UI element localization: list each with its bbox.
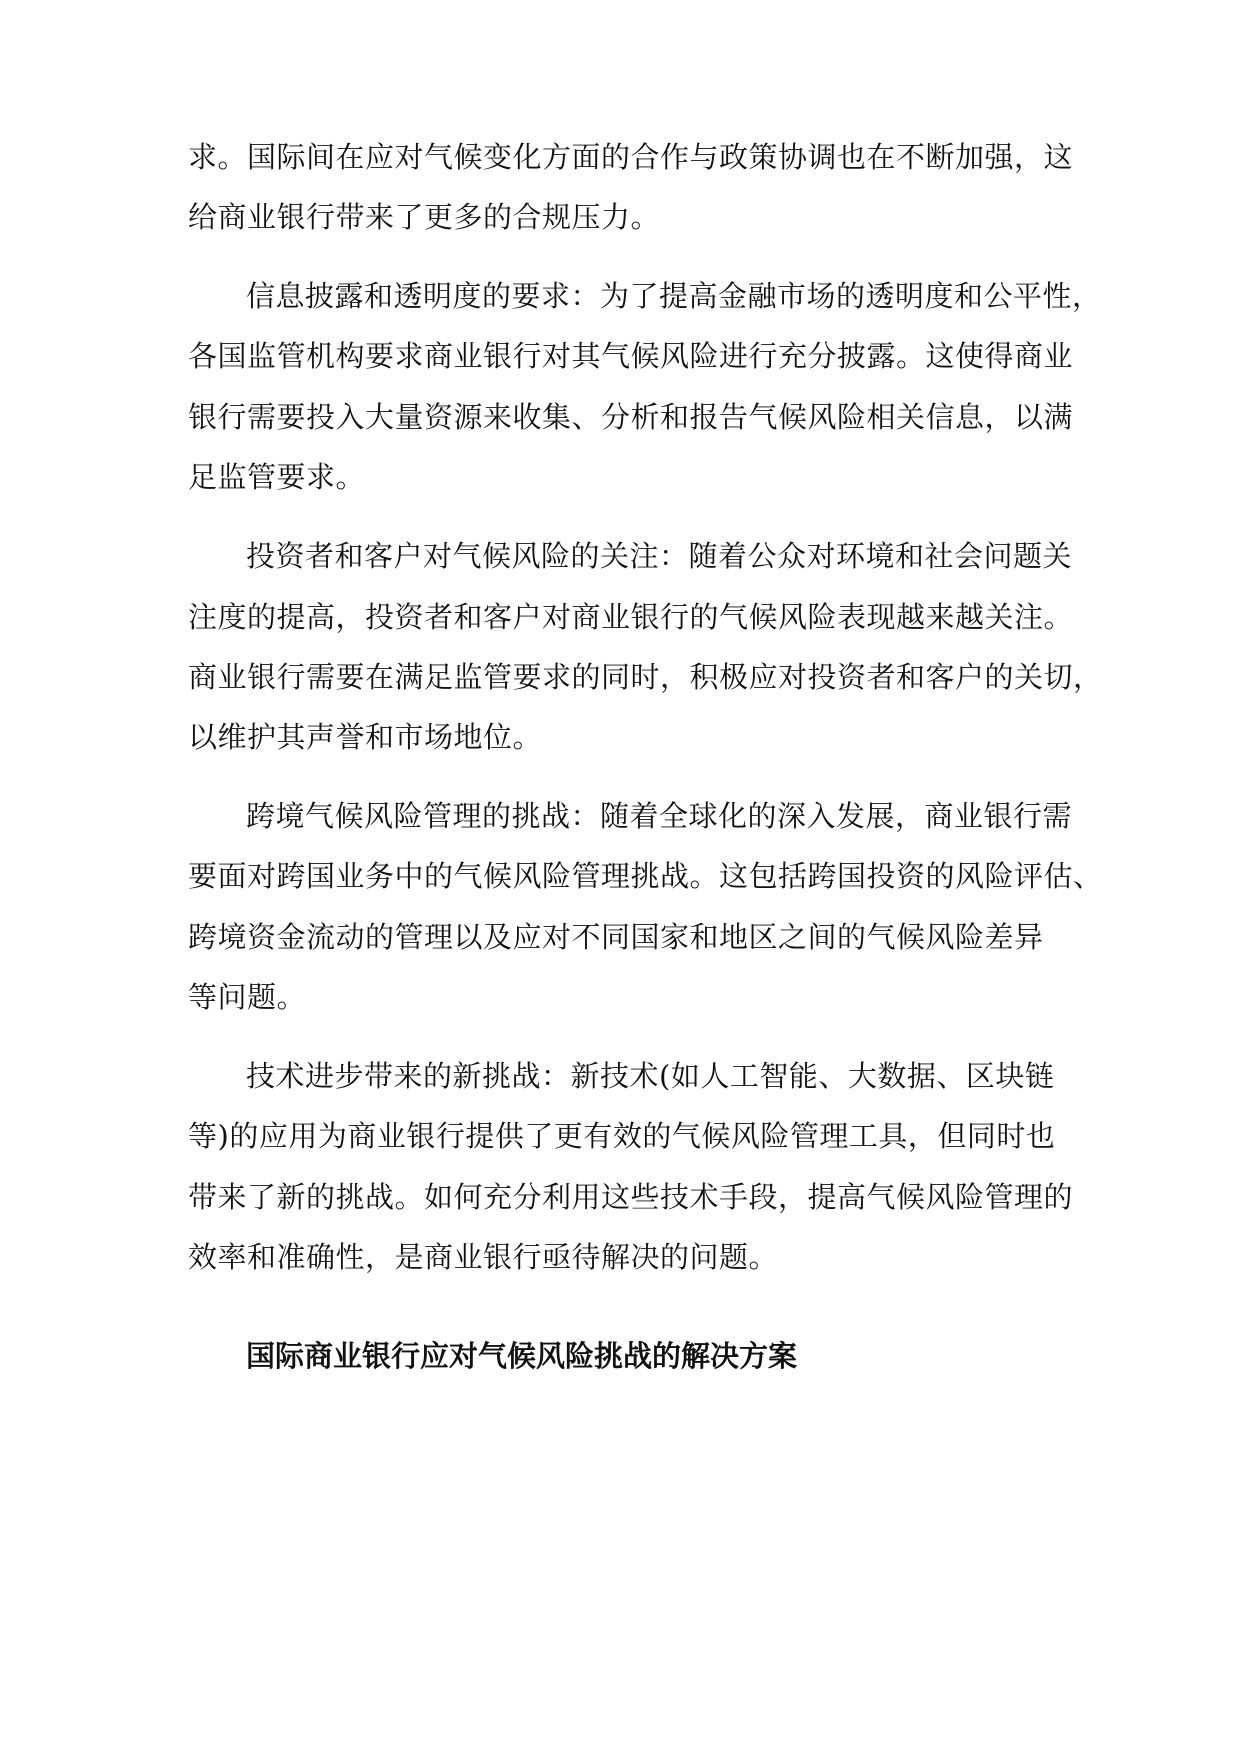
paragraph-5-line-2: 等)的应用为商业银行提供了更有效的气候风险管理工具，但同时也 bbox=[188, 1119, 1056, 1153]
paragraph-1-line-1: 求。国际间在应对气候变化方面的合作与政策协调也在不断加强，这 bbox=[188, 140, 1074, 174]
paragraph-5-line-4: 效率和准确性，是商业银行亟待解决的问题。 bbox=[188, 1240, 779, 1274]
paragraph-4-line-3: 跨境资金流动的管理以及应对不同国家和地区之间的气候风险差异 bbox=[188, 920, 1044, 954]
paragraph-3-line-1: 投资者和客户对气候风险的关注：随着公众对环境和社会问题关 bbox=[246, 539, 1073, 573]
paragraph-3-line-3: 商业银行需要在满足监管要求的同时，积极应对投资者和客户的关切， bbox=[188, 660, 1103, 694]
paragraph-3-line-4: 以维护其声誉和市场地位。 bbox=[188, 720, 543, 754]
paragraph-5-line-3: 带来了新的挑战。如何充分利用这些技术手段，提高气候风险管理的 bbox=[188, 1180, 1074, 1214]
paragraph-4-line-1: 跨境气候风险管理的挑战：随着全球化的深入发展，商业银行需 bbox=[246, 799, 1073, 833]
paragraph-1-line-2: 给商业银行带来了更多的合规压力。 bbox=[188, 200, 661, 234]
paragraph-2-line-4: 足监管要求。 bbox=[188, 460, 366, 494]
paragraph-3-line-2: 注度的提高，投资者和客户对商业银行的气候风险表现越来越关注。 bbox=[188, 600, 1074, 634]
paragraph-2-line-3: 银行需要投入大量资源来收集、分析和报告气候风险相关信息，以满 bbox=[188, 400, 1074, 434]
paragraph-2-line-2: 各国监管机构要求商业银行对其气候风险进行充分披露。这使得商业 bbox=[188, 339, 1074, 373]
paragraph-4-line-2: 要面对跨国业务中的气候风险管理挑战。这包括跨国投资的风险评估、 bbox=[188, 859, 1103, 893]
paragraph-2-line-1: 信息披露和透明度的要求：为了提高金融市场的透明度和公平性， bbox=[246, 279, 1102, 313]
paragraph-5-line-1: 技术进步带来的新挑战：新技术(如人工智能、大数据、区块链 bbox=[246, 1059, 1055, 1093]
section-heading: 国际商业银行应对气候风险挑战的解决方案 bbox=[246, 1339, 798, 1373]
paragraph-4-line-4: 等问题。 bbox=[188, 980, 307, 1014]
